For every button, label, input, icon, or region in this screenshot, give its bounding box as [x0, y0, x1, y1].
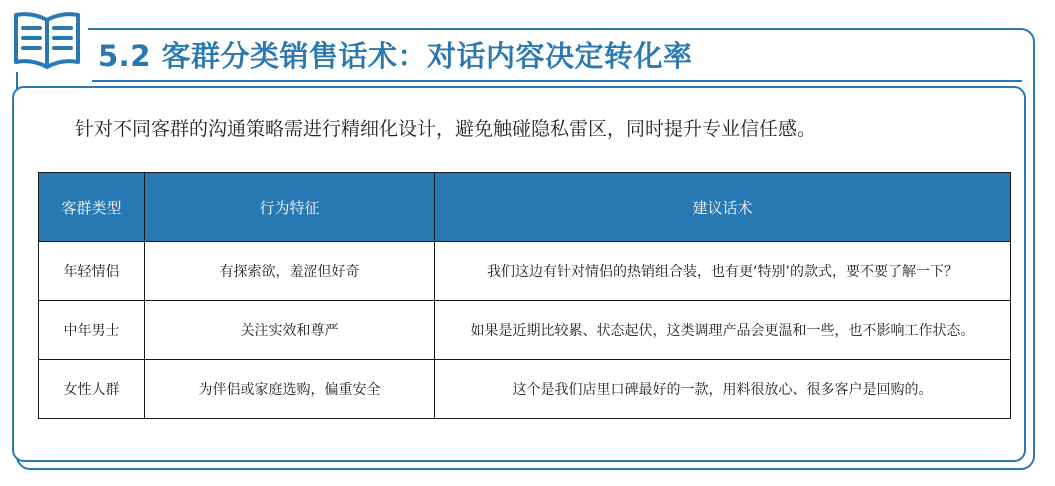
header-behavior: 行为特征 — [145, 173, 435, 242]
cell-customer-type: 年轻情侣 — [39, 242, 145, 301]
cell-behavior: 有探索欲，羞涩但好奇 — [145, 242, 435, 301]
sales-script-table — [38, 172, 1011, 419]
header-script: 建议话术 — [435, 173, 1011, 242]
cell-script: 这个是我们店里口碑最好的一款，用料很放心、很多客户是回购的。 — [435, 360, 1011, 419]
cell-script: 如果是近期比较累、状态起伏，这类调理产品会更温和一些，也不影响工作状态。 — [435, 301, 1011, 360]
book-icon — [6, 6, 88, 72]
page-title: 5.2 客群分类销售话术：对话内容决定转化率 — [98, 39, 693, 73]
title-underline — [92, 80, 1022, 82]
cell-customer-type: 中年男士 — [39, 301, 145, 360]
cell-script: 我们这边有针对情侣的热销组合装，也有更‘特别’的款式，要不要了解一下？ — [435, 242, 1011, 301]
table-row — [39, 301, 1011, 360]
intro-text: 针对不同客群的沟通策略需进行精细化设计，避免触碰隐私雷区，同时提升专业信任感。 — [75, 118, 817, 140]
table-row — [39, 242, 1011, 301]
table-header-row — [39, 173, 1011, 242]
cell-customer-type: 女性人群 — [39, 360, 145, 419]
cell-behavior: 关注实效和尊严 — [145, 301, 435, 360]
cell-behavior: 为伴侣或家庭选购，偏重安全 — [145, 360, 435, 419]
header-customer-type: 客群类型 — [39, 173, 145, 242]
table-row — [39, 360, 1011, 419]
